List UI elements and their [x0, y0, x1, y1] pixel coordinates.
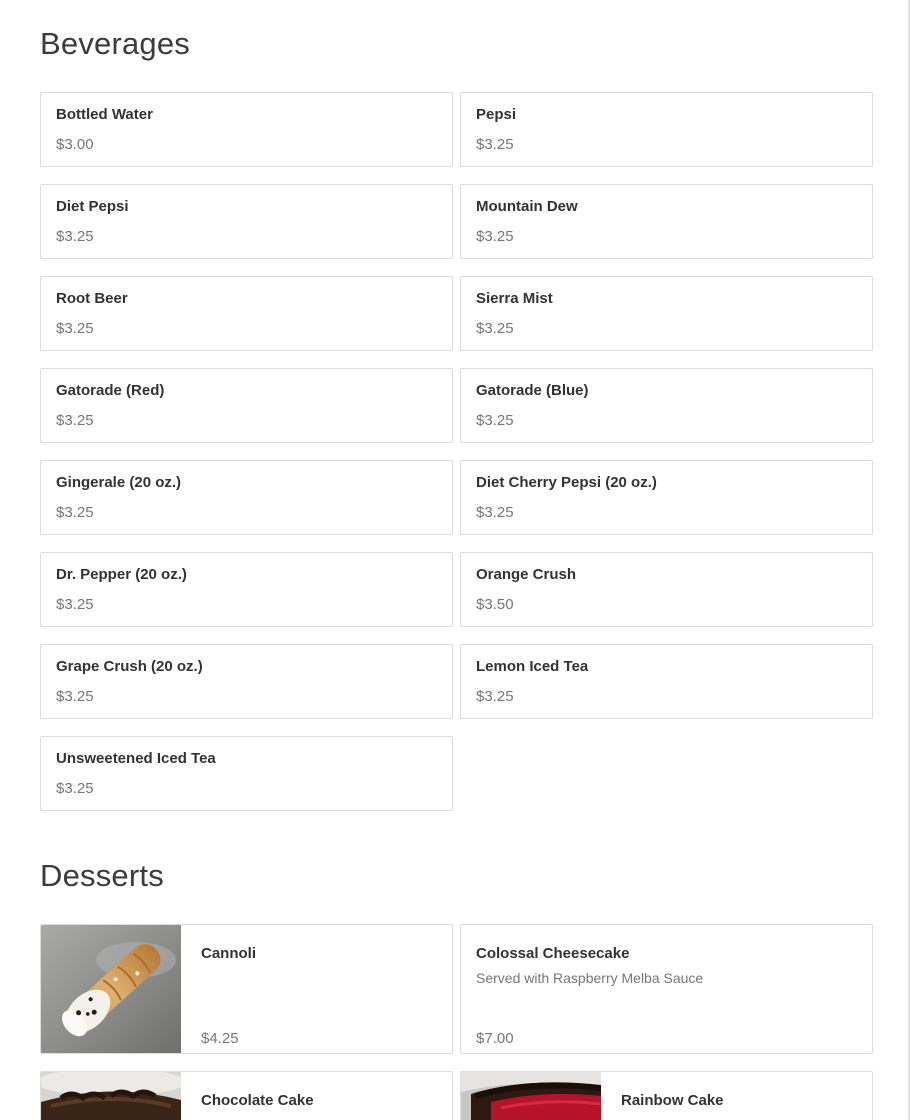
- menu-item-gatorade-blue[interactable]: [460, 368, 873, 443]
- beverages-section-title: Beverages: [40, 26, 191, 61]
- menu-item-gatorade-red[interactable]: [40, 368, 453, 443]
- item-price: $3.25: [476, 688, 514, 705]
- menu-item-grape-crush[interactable]: [40, 644, 453, 719]
- item-name: Unsweetened Iced Tea: [56, 750, 216, 767]
- menu-item-pepsi[interactable]: [460, 92, 873, 167]
- item-name: Sierra Mist: [476, 290, 553, 307]
- menu-item-orange-crush[interactable]: [460, 552, 873, 627]
- item-price: $3.25: [476, 320, 514, 337]
- menu-item-diet-pepsi[interactable]: [40, 184, 453, 259]
- menu-item-chocolate-cake[interactable]: [40, 1071, 453, 1120]
- item-price: $3.25: [476, 412, 514, 429]
- item-name: Chocolate Cake: [201, 1092, 314, 1109]
- item-name: Root Beer: [56, 290, 128, 307]
- item-name: Bottled Water: [56, 106, 153, 123]
- chocolate-cake-photo: [41, 1072, 181, 1120]
- menu-item-cannoli[interactable]: [40, 924, 453, 1054]
- item-name: Grape Crush (20 oz.): [56, 658, 203, 675]
- item-price: $4.25: [201, 1030, 239, 1047]
- item-name: Pepsi: [476, 106, 517, 123]
- item-name: Gatorade (Blue): [476, 382, 589, 399]
- item-name: Gingerale (20 oz.): [56, 474, 182, 491]
- item-name: Diet Cherry Pepsi (20 oz.): [476, 474, 657, 491]
- item-price: $3.25: [476, 228, 514, 245]
- menu-item-dr-pepper[interactable]: [40, 552, 453, 627]
- menu-item-colossal-cheesecake[interactable]: [460, 924, 873, 1054]
- menu-item-unsweetened-iced-tea[interactable]: [40, 736, 453, 811]
- item-price: $3.50: [476, 596, 514, 613]
- rainbow-cake-photo: [461, 1072, 601, 1120]
- item-price: $3.25: [56, 412, 94, 429]
- item-name: Lemon Iced Tea: [476, 658, 589, 675]
- item-price: $3.25: [56, 320, 94, 337]
- item-price: $3.25: [56, 596, 94, 613]
- cannoli-photo: [41, 925, 181, 1053]
- item-name: Rainbow Cake: [621, 1092, 724, 1109]
- item-name: Mountain Dew: [476, 198, 578, 215]
- item-price: $7.00: [476, 1030, 514, 1047]
- menu-item-mountain-dew[interactable]: [460, 184, 873, 259]
- menu-item-gingerale[interactable]: [40, 460, 453, 535]
- item-price: $3.25: [56, 780, 94, 797]
- item-price: $3.25: [476, 136, 514, 153]
- menu-item-rainbow-cake[interactable]: [460, 1071, 873, 1120]
- desserts-section-title: Desserts: [40, 858, 164, 893]
- item-name: Cannoli: [201, 945, 256, 962]
- menu-item-root-beer[interactable]: [40, 276, 453, 351]
- item-price: $3.25: [56, 228, 94, 245]
- item-name: Orange Crush: [476, 566, 577, 583]
- item-price: $3.25: [476, 504, 514, 521]
- item-price: $3.25: [56, 504, 94, 521]
- item-name: Dr. Pepper (20 oz.): [56, 566, 187, 583]
- item-price: $3.00: [56, 136, 94, 153]
- menu-item-diet-cherry-pepsi[interactable]: [460, 460, 873, 535]
- item-name: Diet Pepsi: [56, 198, 129, 215]
- item-price: $3.25: [56, 688, 94, 705]
- menu-item-lemon-iced-tea[interactable]: [460, 644, 873, 719]
- menu-item-bottled-water[interactable]: [40, 92, 453, 167]
- item-name: Gatorade (Red): [56, 382, 165, 399]
- item-description: Served with Raspberry Melba Sauce: [476, 970, 704, 986]
- menu-item-sierra-mist[interactable]: [460, 276, 873, 351]
- item-name: Colossal Cheesecake: [476, 945, 630, 962]
